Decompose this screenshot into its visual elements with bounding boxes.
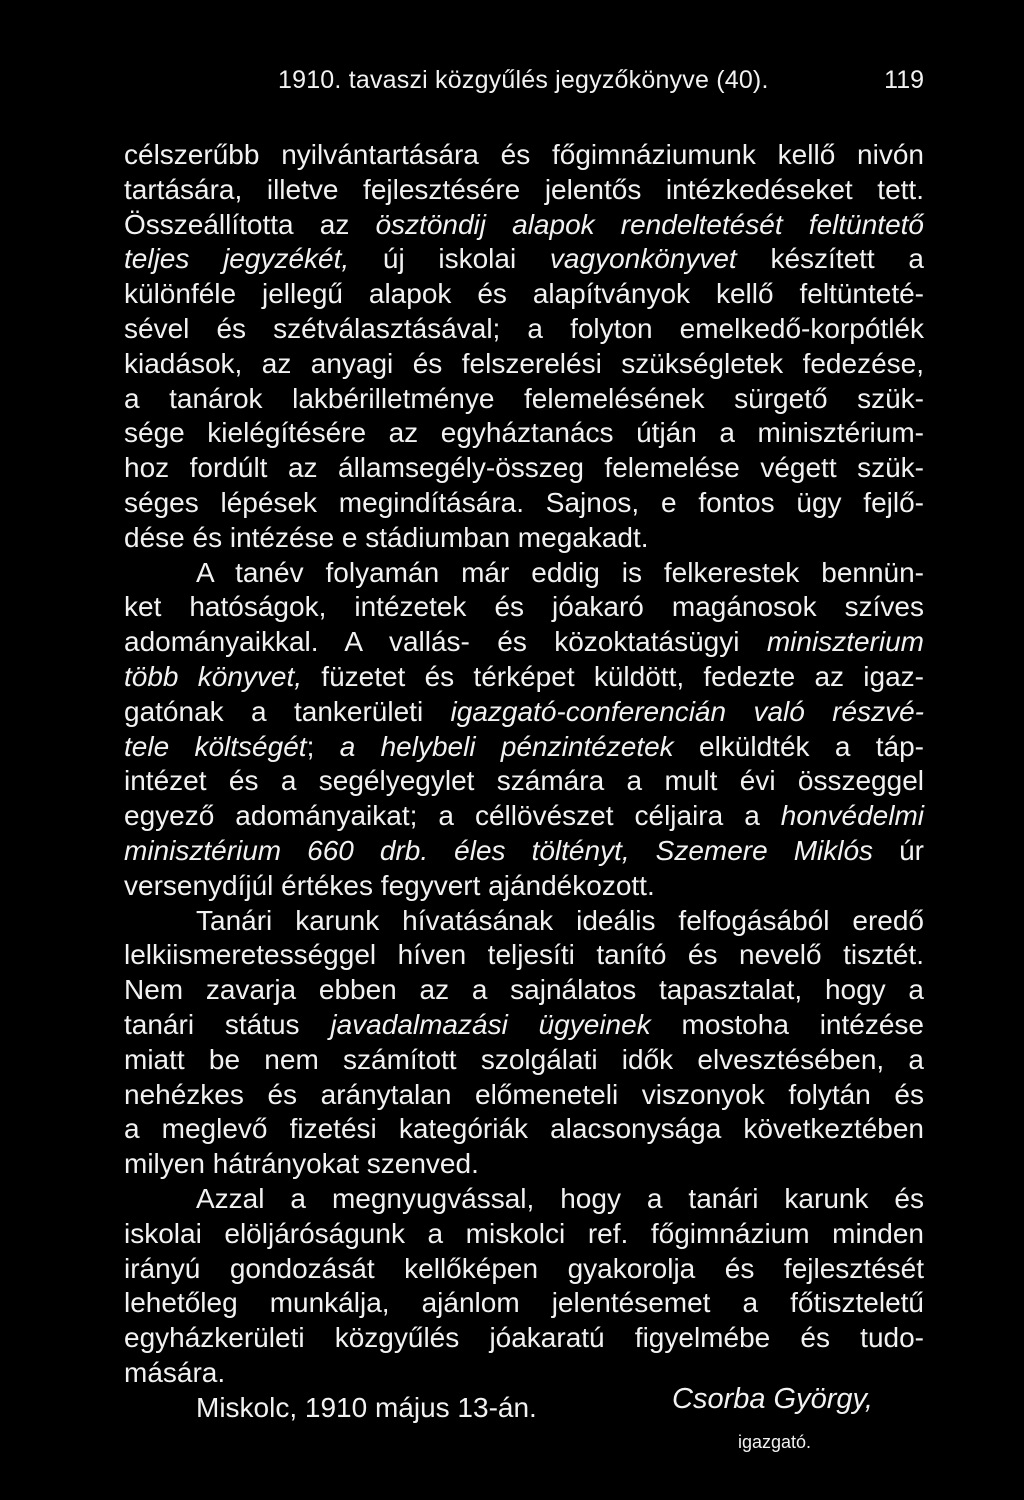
text-line (124, 242, 924, 277)
page-number: 119 (884, 66, 924, 94)
text-segment: elküldték a táp- (673, 730, 925, 762)
text-line (124, 1043, 924, 1078)
text-line (124, 138, 924, 173)
text-segment: Tanári karunk hívatásának ideális felfogásából eredő (196, 904, 924, 936)
text-segment: hoz fordúlt az államsegély-összeg felemelése végett szük- (124, 452, 924, 484)
text-segment: lelkiismeretességgel híven teljesíti tanító és nevelő tisztét. (124, 939, 924, 971)
italic-text-segment: teljes jegyzékét, (124, 243, 350, 275)
text-line (124, 1252, 924, 1287)
text-segment: milyen hátrányokat szenved. (124, 1148, 479, 1180)
text-line (124, 730, 924, 765)
text-segment: nehézkes és aránytalan előmeneteli viszonyok folytán és (124, 1078, 924, 1110)
text-segment: új iskolai (349, 243, 550, 275)
text-segment: gatónak a tankerületi (124, 695, 451, 727)
italic-text-segment: miniszterium (766, 626, 924, 658)
running-title: 1910. tavaszi közgyűlés jegyzőkönyve (40). (278, 66, 769, 94)
text-line (124, 277, 924, 312)
italic-text-segment: a helybeli pénzintézetek (339, 730, 674, 762)
text-segment: Miskolc, 1910 május 13-án. (196, 1391, 537, 1423)
text-segment: A tanév folyamán már eddig is felkerestek bennün- (196, 556, 924, 588)
italic-text-segment: vagyonkönyvet (549, 243, 737, 275)
text-line (124, 486, 924, 521)
signature-title: igazgató. (738, 1432, 812, 1452)
text-line (124, 312, 924, 347)
text-line (124, 799, 924, 834)
text-segment: adományaikkal. A vallás- és közoktatásügyi (124, 626, 767, 658)
text-line (124, 1078, 924, 1113)
italic-text-segment: javadalmazási ügyeinek (330, 1008, 651, 1040)
text-line (124, 1147, 924, 1182)
text-segment: Összeállította az (124, 208, 376, 240)
text-segment: egyházkerületi közgyűlés jóakaratú figyelmébe és tudo- (124, 1322, 924, 1354)
text-segment: versenydíjúl értékes fegyvert ajándékozott. (124, 869, 655, 901)
text-line (124, 347, 924, 382)
text-segment: egyező adományaikat; a céllövészet céljaira a (124, 800, 781, 832)
text-segment: a tanárok lakbérilletménye felemelésének sürgető szük- (124, 382, 924, 414)
italic-text-segment: igazgató-conferencián való részvé- (450, 695, 924, 727)
text-segment: séges lépések megindítására. Sajnos, e fontos ügy fejlő- (124, 486, 924, 518)
text-segment: Azzal a megnyugvással, hogy a tanári karunk és (196, 1182, 924, 1214)
italic-text-segment: tele költségét (124, 730, 307, 762)
text-line (124, 590, 924, 625)
text-line (124, 521, 924, 556)
text-line (124, 695, 924, 730)
text-line (124, 1321, 924, 1356)
text-segment: sével és szétválasztásával; a folyton emelkedő-korpótlék (124, 312, 924, 344)
text-line (124, 382, 924, 417)
text-segment: tanári státus (124, 1008, 331, 1040)
italic-text-segment: honvédelmi (780, 800, 924, 832)
text-segment: irányú gondozását kellőképen gyakorolja és fejlesztését (124, 1252, 924, 1284)
text-segment: miatt be nem számított szolgálati idők elvesztésében, a (124, 1043, 924, 1075)
text-line (124, 625, 924, 660)
text-segment: sége kielégítésére az egyháztanács útján a minisztérium- (124, 417, 924, 449)
text-line (124, 173, 924, 208)
text-segment: ; (306, 730, 340, 762)
page-header (0, 66, 1024, 106)
text-line (124, 660, 924, 695)
text-line (124, 973, 924, 1008)
text-segment: dése és intézése e stádiumban megakadt. (124, 521, 649, 553)
text-segment: úr (873, 834, 924, 866)
text-segment: Nem zavarja ebben az a sajnálatos tapasztalat, hogy a (124, 974, 924, 1006)
text-line (124, 1008, 924, 1043)
italic-text-segment: több könyvet, (124, 660, 303, 692)
text-segment: célszerűbb nyilvántartására és főgimnáziumunk kellő nivón (124, 139, 924, 170)
text-segment: készített a (736, 243, 924, 275)
text-segment: különféle jellegű alapok és alapítványok kellő feltünteté- (124, 278, 924, 310)
text-line (124, 834, 924, 869)
text-segment: mására. (124, 1356, 226, 1388)
text-segment: mostoha intézése (650, 1008, 924, 1040)
text-line (124, 904, 924, 939)
text-line (124, 869, 924, 904)
text-segment: füzetet és térképet küldött, fedezte az igaz- (302, 660, 924, 692)
text-line (124, 416, 924, 451)
text-line (124, 451, 924, 486)
text-segment: iskolai elöljáróságunk a miskolci ref. főgimnázium minden (124, 1217, 924, 1249)
text-segment: kiadások, az anyagi és felszerelési szükségletek fedezése, (124, 347, 924, 379)
text-line (124, 556, 924, 591)
italic-text-segment: ösztöndij alapok rendeltetését feltüntető (375, 208, 924, 240)
text-segment: intézet és a segélyegylet számára a mult évi összeggel (124, 765, 924, 797)
text-line (124, 208, 924, 243)
text-line (124, 1112, 924, 1147)
text-segment: ket hatóságok, intézetek és jóakaró magánosok szíves (124, 591, 924, 623)
text-line (124, 938, 924, 973)
text-line (124, 1182, 924, 1217)
text-line (124, 1286, 924, 1321)
body-text (124, 138, 924, 1425)
text-segment: a meglevő fizetési kategóriák alacsonysága következtében (124, 1113, 924, 1145)
text-line (124, 764, 924, 799)
text-segment: lehetőleg munkálja, ajánlom jelentésemet a főtiszteletű (124, 1287, 924, 1319)
text-line (124, 1217, 924, 1252)
signature-name: Csorba György, (672, 1383, 873, 1415)
text-segment: tartására, illetve fejlesztésére jelentős intézkedéseket tett. (124, 173, 924, 205)
italic-text-segment: minisztérium 660 drb. éles töltényt, Szemere Miklós (124, 834, 874, 866)
